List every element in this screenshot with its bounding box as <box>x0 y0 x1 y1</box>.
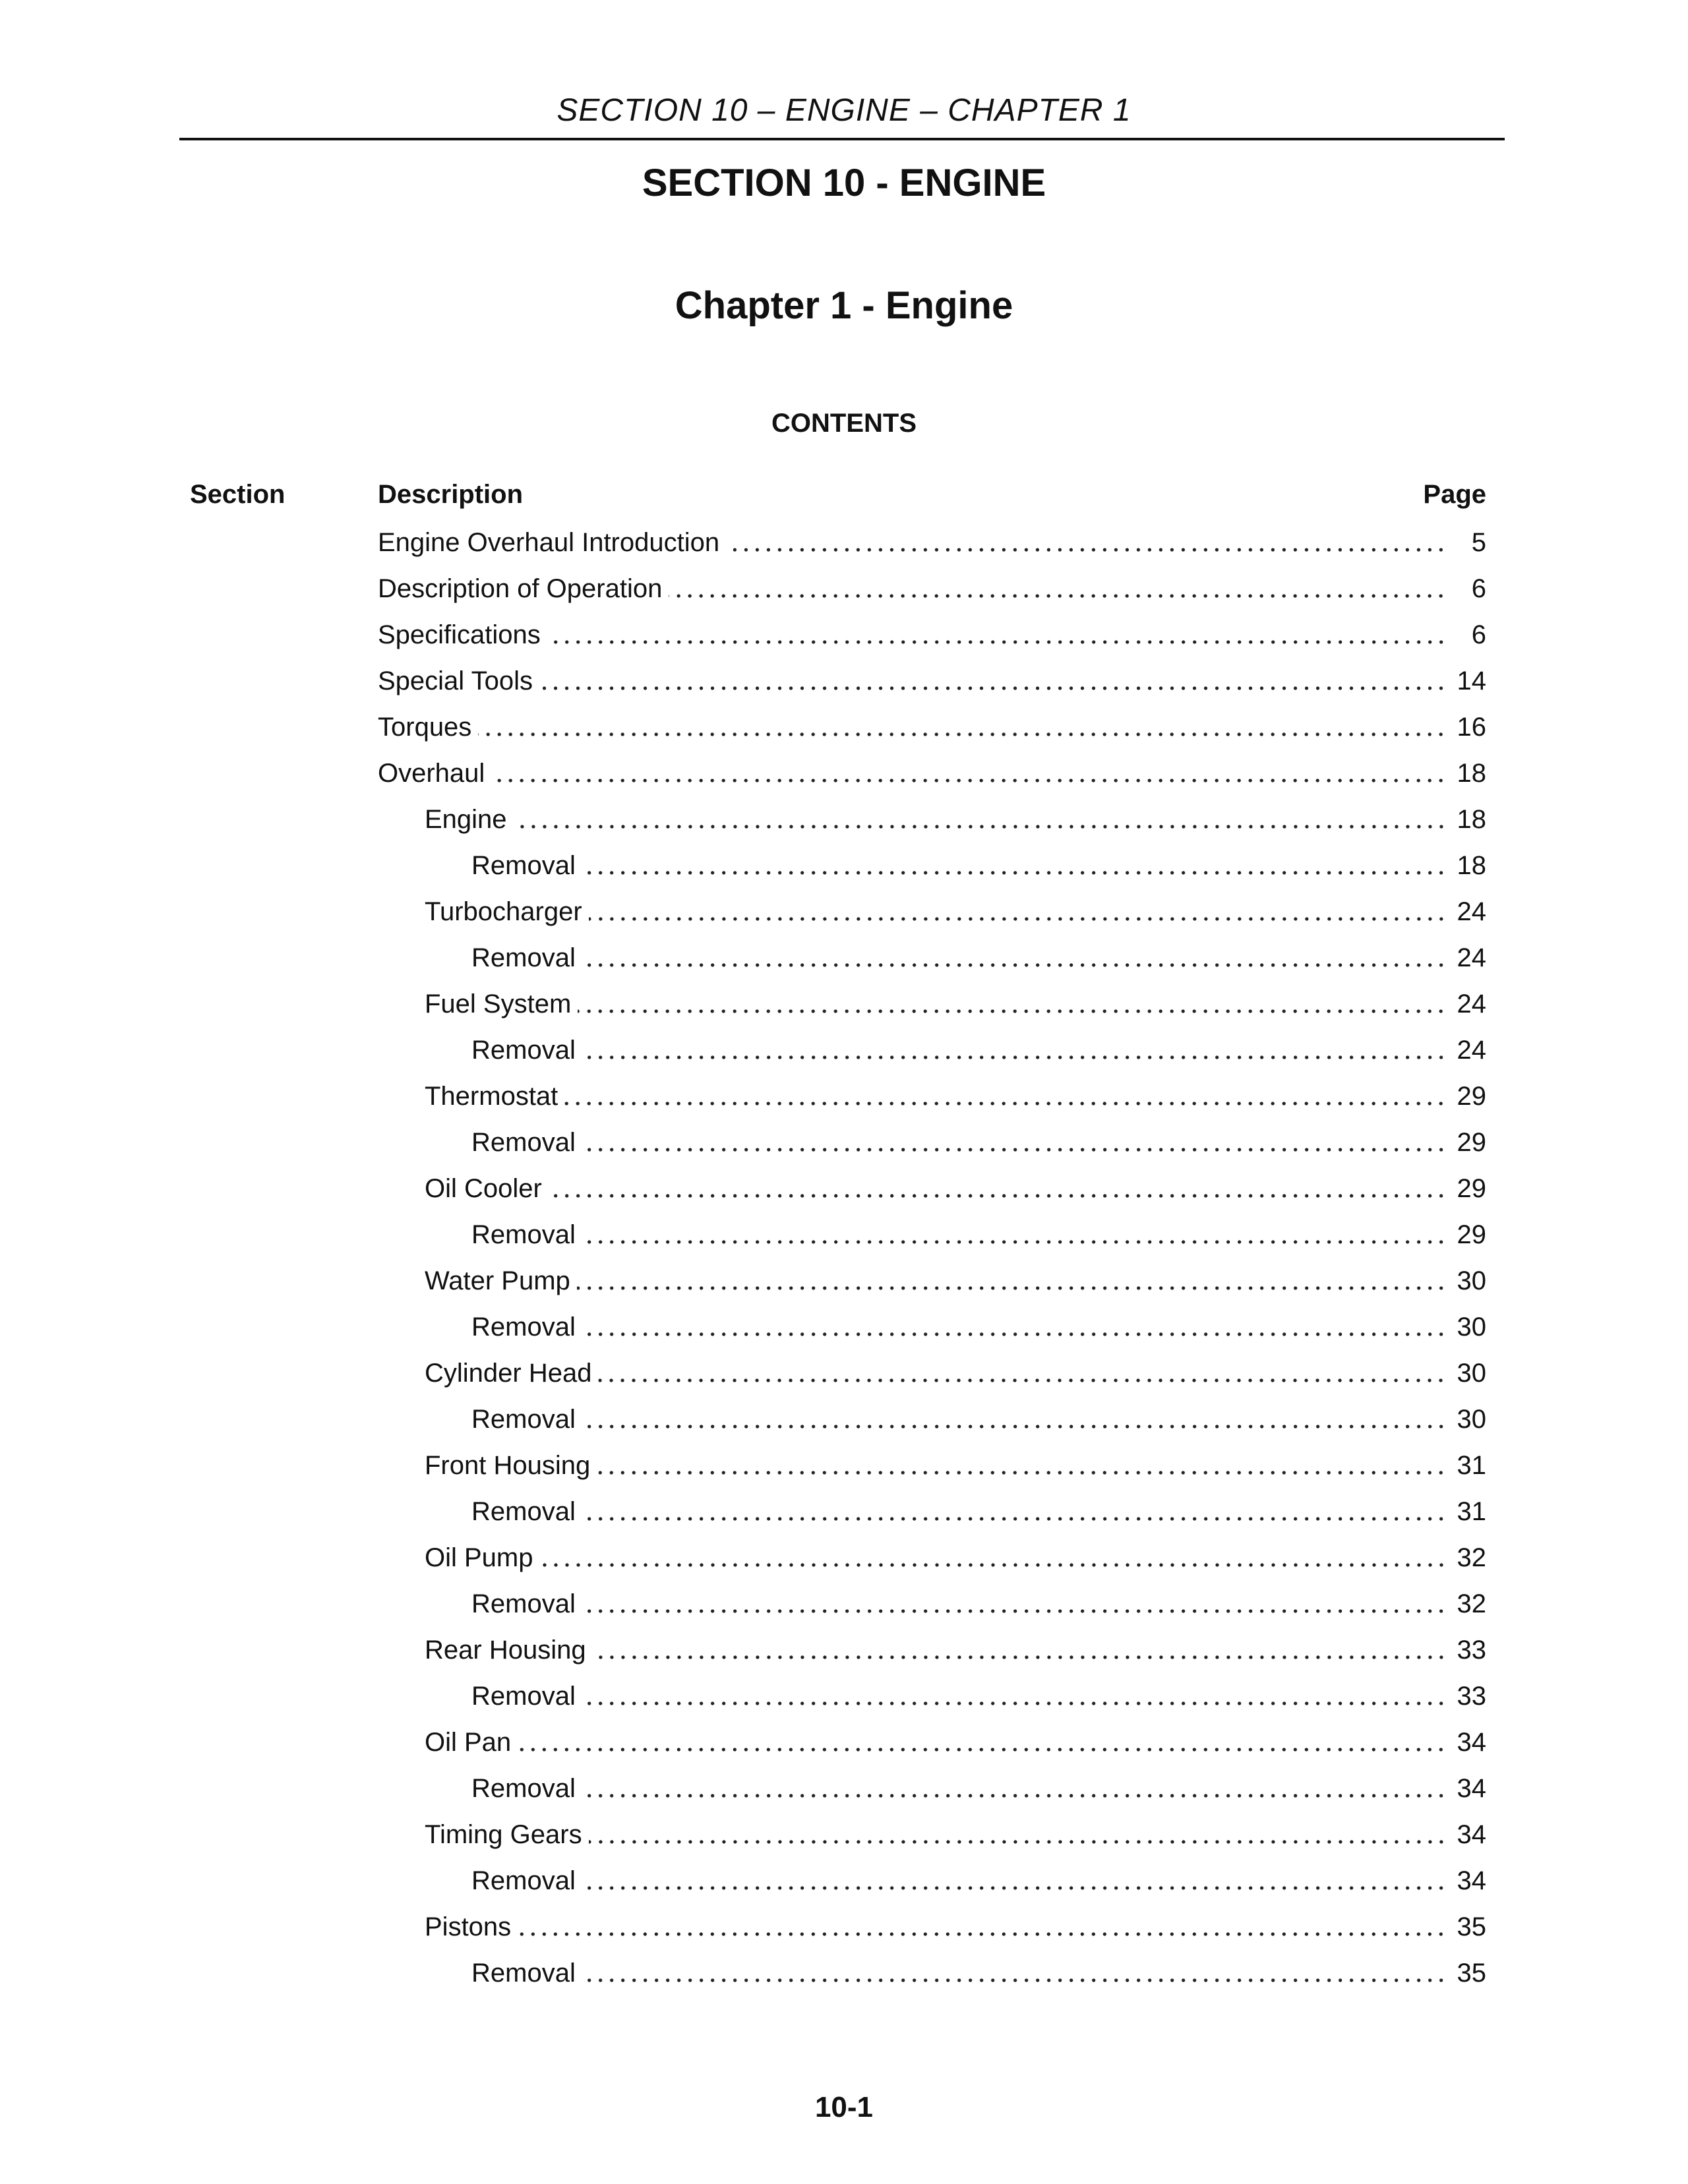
toc-entry[interactable] <box>378 1489 1486 1535</box>
column-header-description: Description <box>378 480 524 509</box>
toc-entry-label: Specifications <box>378 620 541 649</box>
toc-entry-page: 33 <box>1457 1635 1486 1665</box>
dot-leader <box>582 1240 1447 1244</box>
header-rule <box>179 138 1505 140</box>
toc-entry-label: Fuel System <box>425 989 572 1018</box>
toc-entry-label: Removal <box>471 1681 576 1711</box>
toc-entry[interactable] <box>378 1858 1486 1904</box>
toc-entry-label: Oil Pump <box>425 1543 533 1572</box>
toc-entry[interactable] <box>378 935 1486 981</box>
toc-entry-label: Thermostat <box>425 1081 558 1111</box>
toc-entry-page: 24 <box>1457 943 1486 972</box>
toc-entry[interactable] <box>378 1212 1486 1258</box>
table-of-contents <box>378 519 1486 1996</box>
dot-leader <box>669 594 1447 598</box>
toc-entry[interactable] <box>378 519 1486 566</box>
toc-entry-page: 6 <box>1471 574 1486 603</box>
toc-entry-page: 29 <box>1457 1127 1486 1157</box>
dot-leader <box>582 1332 1447 1336</box>
toc-entry[interactable] <box>378 1765 1486 1812</box>
dot-leader <box>582 1517 1447 1521</box>
toc-entry-label: Front Housing <box>425 1450 591 1480</box>
toc-entry-label: Oil Cooler <box>425 1173 542 1203</box>
toc-entry-page: 35 <box>1457 1912 1486 1941</box>
toc-entry-page: 18 <box>1457 804 1486 834</box>
toc-entry-label: Cylinder Head <box>425 1358 592 1388</box>
toc-entry-page: 30 <box>1457 1266 1486 1295</box>
toc-entry-page: 32 <box>1457 1543 1486 1572</box>
toc-entry-label: Turbocharger <box>425 897 582 926</box>
toc-entry-page: 24 <box>1457 1035 1486 1065</box>
toc-entry-page: 29 <box>1457 1081 1486 1111</box>
column-header-section: Section <box>190 480 286 509</box>
toc-entry-page: 31 <box>1457 1496 1486 1526</box>
toc-entry-page: 5 <box>1471 527 1486 557</box>
toc-entry[interactable] <box>378 842 1486 889</box>
column-header-page: Page <box>1423 480 1486 509</box>
dot-leader <box>582 1148 1447 1152</box>
toc-entry[interactable] <box>378 704 1486 750</box>
toc-entry[interactable] <box>378 612 1486 658</box>
dot-leader <box>540 1563 1447 1567</box>
dot-leader <box>598 1378 1447 1382</box>
dot-leader <box>726 548 1447 552</box>
toc-entry-page: 18 <box>1457 758 1486 788</box>
toc-entry-page: 34 <box>1457 1819 1486 1849</box>
dot-leader <box>549 1194 1447 1198</box>
page-number: 10-1 <box>814 2091 874 2123</box>
dot-leader <box>582 1425 1447 1429</box>
toc-entry-label: Overhaul <box>378 758 485 788</box>
toc-entry-page: 34 <box>1457 1773 1486 1803</box>
toc-entry-page: 14 <box>1457 666 1486 695</box>
toc-entry-page: 32 <box>1457 1589 1486 1618</box>
toc-entry-page: 6 <box>1471 620 1486 649</box>
dot-leader <box>539 686 1447 690</box>
toc-entry[interactable] <box>378 1166 1486 1212</box>
dot-leader <box>597 1471 1447 1475</box>
dot-leader <box>582 1794 1447 1798</box>
toc-entry-label: Water Pump <box>425 1266 570 1295</box>
toc-entry-label: Removal <box>471 1589 576 1618</box>
toc-entry-label: Pistons <box>425 1912 512 1941</box>
toc-entry[interactable] <box>378 1258 1486 1304</box>
toc-entry-label: Oil Pan <box>425 1727 512 1757</box>
toc-entry[interactable] <box>378 889 1486 935</box>
toc-entry-label: Description of Operation <box>378 574 663 603</box>
toc-entry[interactable] <box>378 658 1486 704</box>
toc-entry-label: Removal <box>471 1404 576 1434</box>
toc-entry-label: Rear Housing <box>425 1635 586 1665</box>
toc-entry-label: Removal <box>471 1773 576 1803</box>
dot-leader <box>518 1748 1447 1752</box>
dot-leader <box>582 1701 1447 1705</box>
toc-entry-page: 34 <box>1457 1727 1486 1757</box>
toc-entry[interactable] <box>378 1304 1486 1350</box>
dot-leader <box>582 1055 1447 1059</box>
toc-entry[interactable] <box>378 566 1486 612</box>
toc-entry-page: 34 <box>1457 1866 1486 1895</box>
toc-entry-page: 35 <box>1457 1958 1486 1988</box>
dot-leader <box>518 1932 1447 1936</box>
toc-entry[interactable] <box>378 1950 1486 1996</box>
toc-entry-label: Timing Gears <box>425 1819 582 1849</box>
toc-entry-page: 33 <box>1457 1681 1486 1711</box>
dot-leader <box>582 871 1447 875</box>
toc-entry-label: Engine Overhaul Introduction <box>378 527 720 557</box>
toc-entry-label: Removal <box>471 1866 576 1895</box>
dot-leader <box>491 779 1447 782</box>
toc-entry-page: 31 <box>1457 1450 1486 1480</box>
toc-entry[interactable] <box>378 1581 1486 1627</box>
toc-entry-label: Removal <box>471 1312 576 1342</box>
toc-entry[interactable] <box>378 1673 1486 1719</box>
dot-leader <box>582 963 1447 967</box>
toc-entry-label: Removal <box>471 850 576 880</box>
toc-entry[interactable] <box>378 1812 1486 1858</box>
toc-entry[interactable] <box>378 1442 1486 1489</box>
toc-entry-label: Removal <box>471 1496 576 1526</box>
toc-entry[interactable] <box>378 1904 1486 1950</box>
toc-entry-label: Removal <box>471 1127 576 1157</box>
toc-entry[interactable] <box>378 1350 1486 1396</box>
contents-heading: CONTENTS <box>771 409 917 438</box>
toc-entry[interactable] <box>378 1119 1486 1166</box>
dot-leader <box>593 1655 1447 1659</box>
toc-entry-label: Removal <box>471 1220 576 1249</box>
toc-entry[interactable] <box>378 1719 1486 1765</box>
toc-entry[interactable] <box>378 1073 1486 1119</box>
toc-entry-label: Removal <box>471 943 576 972</box>
toc-entry[interactable] <box>378 1535 1486 1581</box>
dot-leader <box>582 1978 1447 1982</box>
dot-leader <box>589 1840 1447 1844</box>
section-title: SECTION 10 - ENGINE <box>642 162 1046 204</box>
toc-entry[interactable] <box>378 796 1486 842</box>
dot-leader <box>564 1102 1447 1106</box>
dot-leader <box>547 640 1447 644</box>
toc-entry[interactable] <box>378 1027 1486 1073</box>
running-header: SECTION 10 – ENGINE – CHAPTER 1 <box>557 93 1131 128</box>
dot-leader <box>478 732 1447 736</box>
dot-leader <box>578 1009 1447 1013</box>
toc-entry-page: 16 <box>1457 712 1486 742</box>
dot-leader <box>577 1286 1447 1290</box>
toc-entry-page: 24 <box>1457 989 1486 1018</box>
toc-entry-label: Engine <box>425 804 507 834</box>
toc-entry-page: 24 <box>1457 897 1486 926</box>
toc-entry-label: Torques <box>378 712 472 742</box>
toc-entry[interactable] <box>378 750 1486 796</box>
toc-entry[interactable] <box>378 1627 1486 1673</box>
toc-entry-page: 30 <box>1457 1312 1486 1342</box>
dot-leader <box>582 1886 1447 1890</box>
dot-leader <box>514 825 1447 829</box>
toc-entry-page: 18 <box>1457 850 1486 880</box>
toc-entry[interactable] <box>378 981 1486 1027</box>
toc-entry[interactable] <box>378 1396 1486 1442</box>
dot-leader <box>589 917 1447 921</box>
toc-entry-page: 30 <box>1457 1358 1486 1388</box>
dot-leader <box>582 1609 1447 1613</box>
toc-entry-label: Removal <box>471 1035 576 1065</box>
toc-entry-page: 30 <box>1457 1404 1486 1434</box>
chapter-title: Chapter 1 - Engine <box>675 284 1013 327</box>
toc-entry-page: 29 <box>1457 1220 1486 1249</box>
toc-entry-page: 29 <box>1457 1173 1486 1203</box>
toc-entry-label: Removal <box>471 1958 576 1988</box>
toc-entry-label: Special Tools <box>378 666 533 695</box>
